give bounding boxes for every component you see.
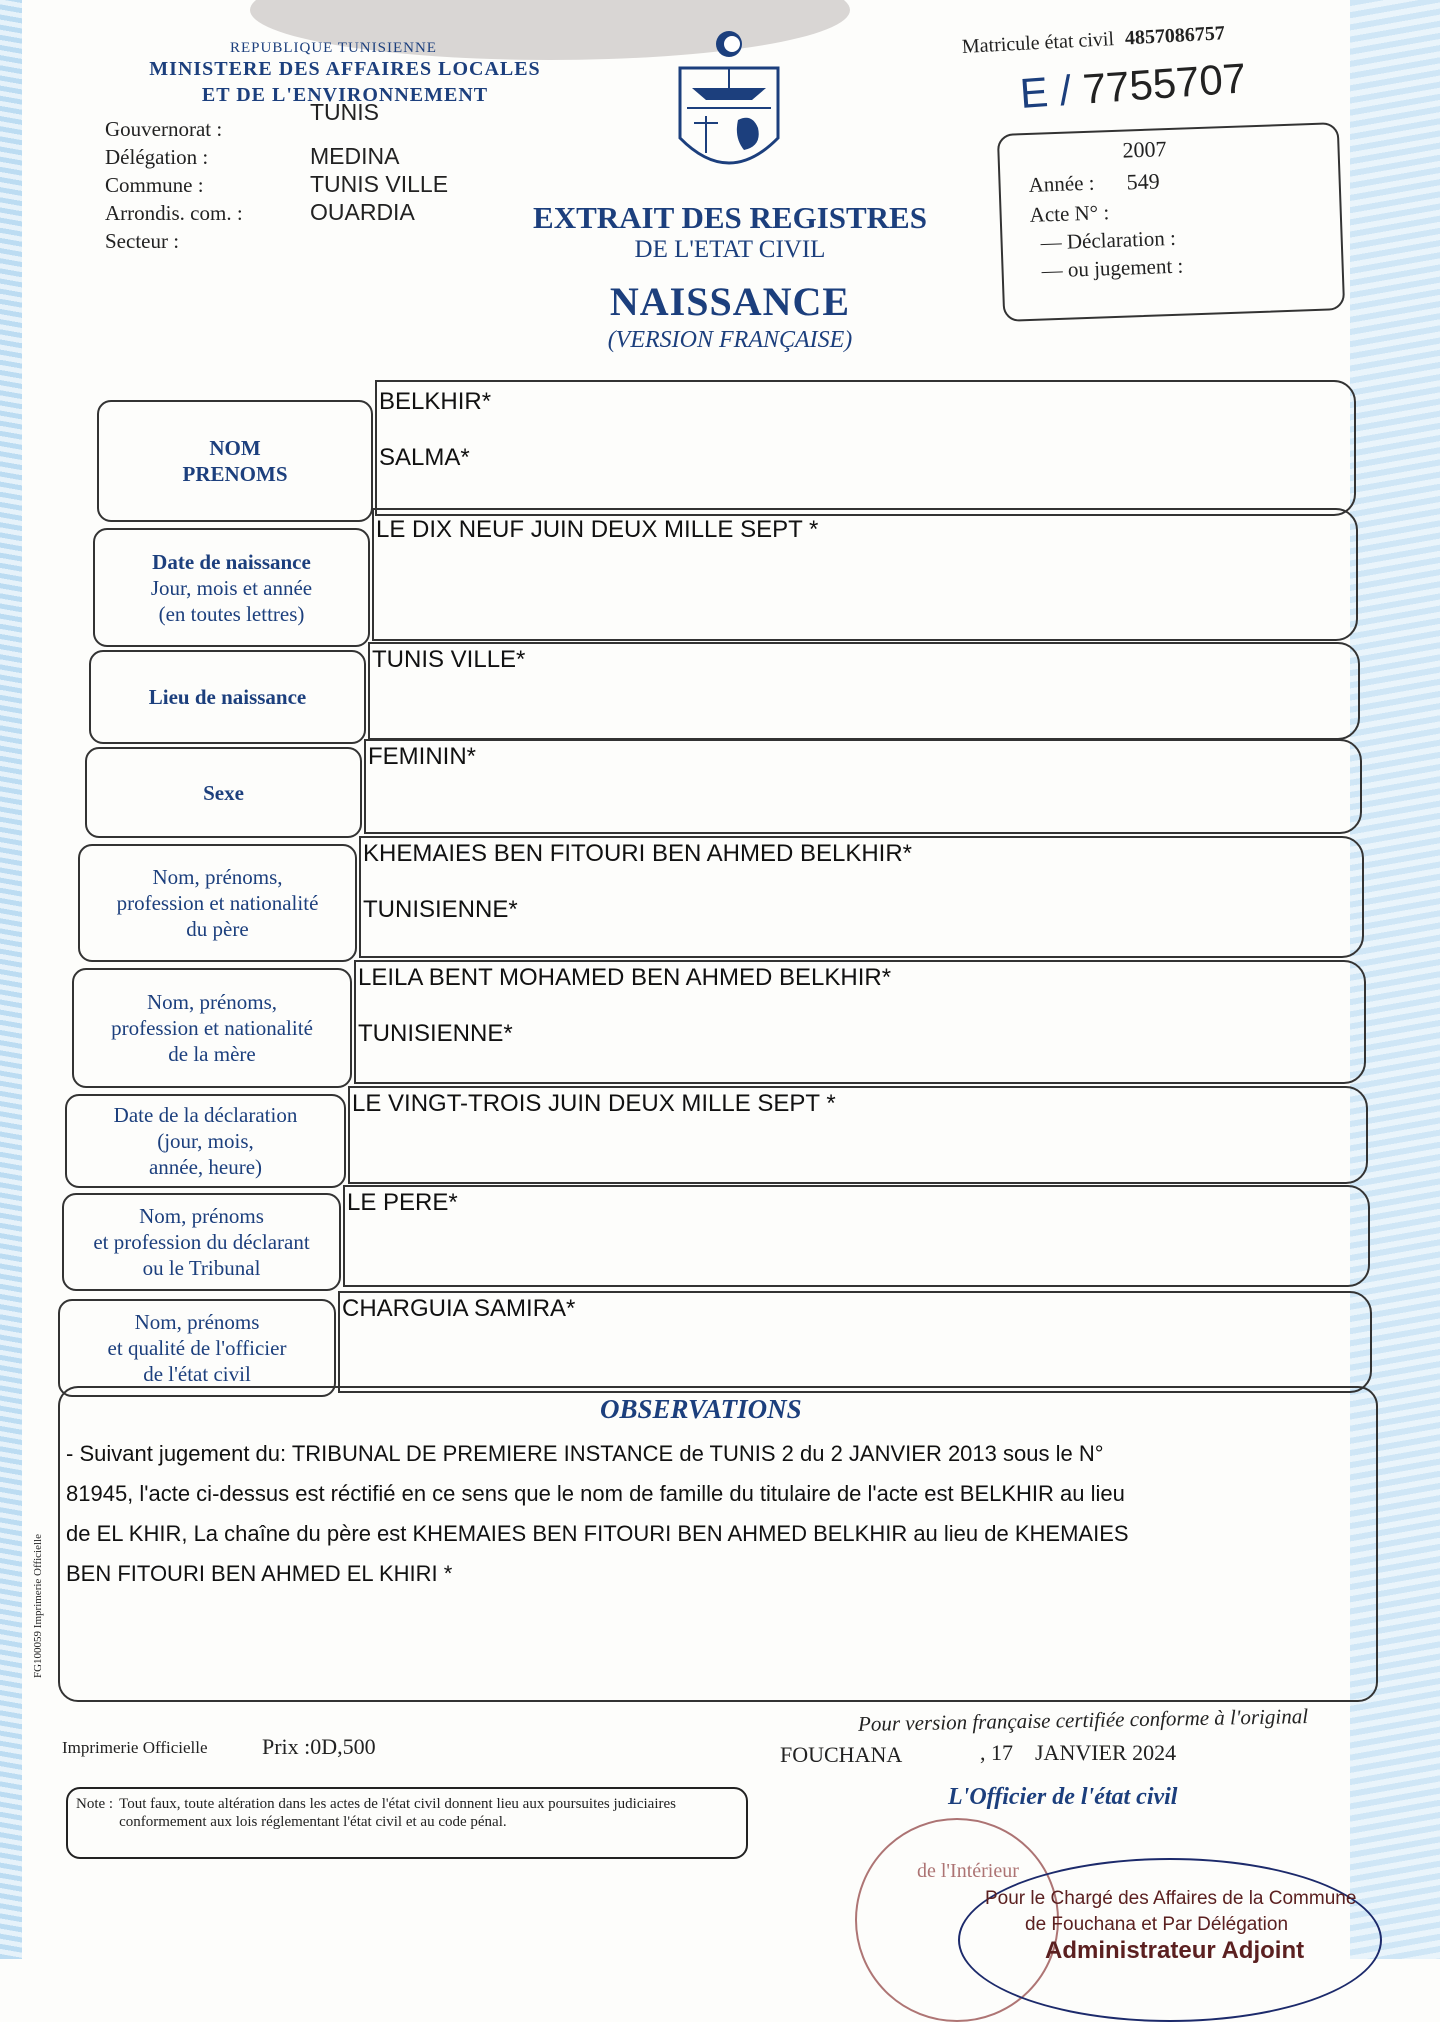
row-value-box xyxy=(364,739,1362,834)
label-line: profession et nationalité xyxy=(111,1016,313,1040)
label-line: Nom, prénoms xyxy=(139,1204,264,1228)
annee-label: Année : xyxy=(1028,170,1095,197)
label-line: Nom, prénoms, xyxy=(152,865,283,889)
acte-label: Acte N° : xyxy=(1029,200,1110,227)
field-value: MEDINA xyxy=(310,143,400,169)
title-etat-civil: DE L'ETAT CIVIL xyxy=(634,236,826,263)
label-line: Date de naissance xyxy=(152,549,311,574)
label-line: ou le Tribunal xyxy=(142,1256,261,1280)
field-label: Arrondis. com. : xyxy=(105,201,243,225)
label-line: Nom, prénoms xyxy=(134,1310,260,1334)
declaration-label: — Déclaration : xyxy=(1040,225,1177,255)
legal-note xyxy=(66,1787,748,1859)
jugement-label: — ou jugement : xyxy=(1041,253,1184,283)
side-print: FG100059 Imprimerie Officielle xyxy=(32,1534,44,1678)
field-label: Gouvernorat : xyxy=(105,117,223,141)
label-line: profession et nationalité xyxy=(116,891,319,915)
row-value: LEILA BENT MOHAMED BEN AHMED BELKHIR* xyxy=(358,964,892,991)
row-value-box xyxy=(375,380,1356,516)
observation-line: BEN FITOURI BEN AHMED EL KHIRI * xyxy=(66,1561,453,1586)
field-value: OUARDIA xyxy=(310,199,415,225)
serial xyxy=(1018,54,1247,118)
label-line: du père xyxy=(186,917,249,941)
label-line: (jour, mois, xyxy=(157,1129,254,1153)
row-label xyxy=(65,1094,346,1188)
label-line: et qualité de l'officier xyxy=(107,1336,287,1360)
label-line: de la mère xyxy=(168,1042,256,1066)
field-label: Secteur : xyxy=(105,229,180,253)
row-label xyxy=(97,400,373,522)
issue-date: , 17 JANVIER 2024 xyxy=(980,1740,1177,1765)
label-line: et profession du déclarant xyxy=(93,1230,310,1254)
row-label xyxy=(85,747,362,838)
row-label xyxy=(58,1299,336,1397)
observations-text xyxy=(66,1434,1356,1594)
certified-text: Pour version française certifiée conforme à l'original xyxy=(857,1704,1309,1736)
stamp-line: Administrateur Adjoint xyxy=(1045,1937,1305,1964)
annee-value: 2007 xyxy=(1122,136,1167,163)
label-line: Sexe xyxy=(203,780,244,805)
observation-line: - Suivant jugement du: TRIBUNAL DE PREMIERE INSTANCE de TUNIS 2 du 2 JANVIER 2013 sous le N° xyxy=(66,1441,1104,1466)
acte-box xyxy=(997,122,1345,322)
matricule xyxy=(961,22,1225,59)
field-secteur xyxy=(105,226,505,254)
field-gouvernorat xyxy=(105,99,505,142)
label-line: Nom, prénoms, xyxy=(146,990,278,1014)
note-label: Note : xyxy=(76,1796,114,1812)
acte-value: 549 xyxy=(1126,168,1160,195)
observation-line: 81945, l'acte ci-dessus est réctifié en ce sens que le nom de famille du titulaire de l'acte est BELKHIR au lieu xyxy=(66,1481,1125,1506)
row-label xyxy=(89,650,366,744)
stamp-line: Pour le Chargé des Affaires de la Commune xyxy=(985,1888,1357,1909)
officer-stamp-text xyxy=(985,1886,1356,1964)
row-value: LE VINGT-TROIS JUIN DEUX MILLE SEPT * xyxy=(352,1090,836,1117)
field-value: TUNIS xyxy=(310,99,379,125)
row-value: CHARGUIA SAMIRA* xyxy=(342,1295,576,1322)
tunisia-coat-of-arms-icon xyxy=(672,28,786,186)
row-value: TUNISIENNE* xyxy=(358,1020,513,1047)
row-value: TUNISIENNE* xyxy=(363,896,518,923)
stamp-round-text: de l'Intérieur xyxy=(917,1860,1019,1882)
label-line: PRENOMS xyxy=(182,462,288,486)
matricule-value: 4857086757 xyxy=(1124,22,1226,50)
row-value: LE DIX NEUF JUIN DEUX MILLE SEPT * xyxy=(376,516,819,543)
field-label: Délégation : xyxy=(105,145,209,169)
observations-title: OBSERVATIONS xyxy=(600,1394,802,1424)
serial-number: 7755707 xyxy=(1081,54,1248,113)
label-line: (en toutes lettres) xyxy=(158,601,305,626)
row-label xyxy=(93,528,370,647)
observation-line: de EL KHIR, La chaîne du père est KHEMAIES BEN FITOURI BEN AHMED BELKHIR au lieu de KHEMAIES xyxy=(66,1521,1129,1546)
field-arrondissement xyxy=(105,198,505,226)
row-value: TUNIS VILLE* xyxy=(372,646,526,673)
title-naissance: NAISSANCE xyxy=(609,279,851,324)
prix: Prix :0D,500 xyxy=(262,1734,376,1759)
serial-prefix: E / xyxy=(1018,66,1073,117)
row-value-box xyxy=(343,1185,1370,1287)
row-value: SALMA* xyxy=(379,444,470,471)
label-line: Date de la déclaration xyxy=(113,1103,298,1127)
row-label xyxy=(78,844,357,962)
field-delegation xyxy=(105,142,505,170)
label-line: de l'état civil xyxy=(143,1362,251,1386)
matricule-label: Matricule état civil xyxy=(961,28,1115,58)
ministere-line1: MINISTERE DES AFFAIRES LOCALES xyxy=(149,58,541,80)
label-line: Lieu de naissance xyxy=(148,685,307,709)
note-text: Tout faux, toute altération dans les actes de l'état civil donnent lieu aux poursuites judiciaires conformement aux lois réglementant l'état civil et au code pénal. xyxy=(119,1796,676,1830)
ministere-line2: ET DE L'ENVIRONNEMENT xyxy=(201,84,489,106)
security-border-left xyxy=(0,0,22,1959)
label-line: année, heure) xyxy=(148,1155,263,1179)
label-line: NOM xyxy=(209,436,261,460)
title-extrait: EXTRAIT DES REGISTRES xyxy=(533,200,927,235)
location-fields xyxy=(105,99,505,254)
field-label: Commune : xyxy=(105,173,204,197)
row-value: LE PERE* xyxy=(347,1189,458,1216)
republique-label: REPUBLIQUE TUNISIENNE xyxy=(230,40,437,56)
row-label xyxy=(72,968,352,1088)
row-value: KHEMAIES BEN FITOURI BEN AHMED BELKHIR* xyxy=(363,840,913,867)
label-line: Jour, mois et année xyxy=(150,575,313,600)
imprimerie-label: Imprimerie Officielle xyxy=(62,1738,208,1757)
title-version: (VERSION FRANÇAISE) xyxy=(607,327,853,353)
place: FOUCHANA xyxy=(780,1742,903,1767)
field-commune xyxy=(105,170,505,198)
field-value: TUNIS VILLE xyxy=(310,171,449,197)
row-value: BELKHIR* xyxy=(379,388,492,415)
officer-title: L'Officier de l'état civil xyxy=(948,1784,1178,1810)
row-label xyxy=(62,1193,341,1291)
stamp-line: de Fouchana et Par Délégation xyxy=(1025,1914,1289,1935)
row-value: FEMININ* xyxy=(368,743,476,770)
